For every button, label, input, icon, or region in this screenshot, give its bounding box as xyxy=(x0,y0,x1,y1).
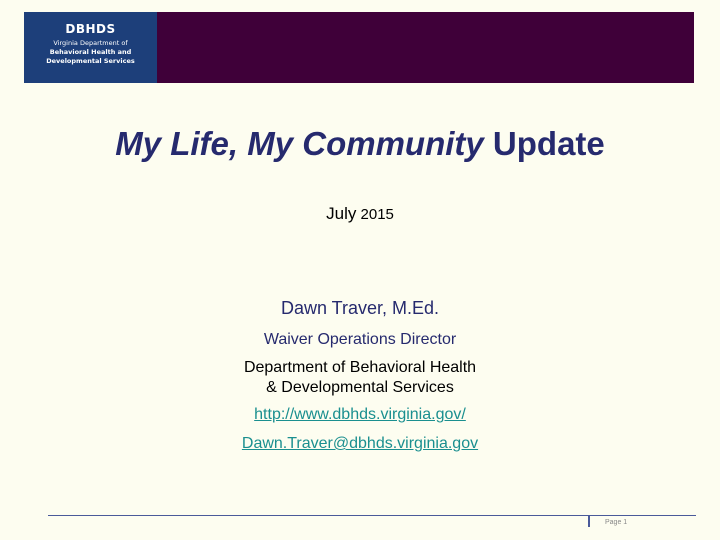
logo-title: DBHDS xyxy=(65,22,116,36)
date-year: 2015 xyxy=(356,206,394,223)
footer-tick xyxy=(588,516,590,527)
department-name xyxy=(0,358,720,398)
footer-divider xyxy=(48,515,696,516)
date-month: July xyxy=(326,204,357,223)
dbhds-logo xyxy=(24,12,157,83)
slide-date xyxy=(0,204,720,224)
logo-line-2: Behavioral Health and xyxy=(49,48,132,56)
slide-title-plain: Update xyxy=(483,125,605,162)
page-number: Page 1 xyxy=(605,519,628,526)
email-link[interactable]: Dawn.Traver@dbhds.virginia.gov xyxy=(241,435,479,452)
department-line-2: & Developmental Services xyxy=(266,379,454,396)
slide-title xyxy=(0,125,720,163)
logo-line-1: Virginia Department of xyxy=(53,39,128,47)
slide-title-italic: My Life, My Community xyxy=(115,125,484,162)
department-line-1: Department of Behavioral Health xyxy=(243,359,477,376)
presenter-role: Waiver Operations Director xyxy=(263,331,457,348)
presenter-name: Dawn Traver, M.Ed. xyxy=(280,298,440,318)
website-link[interactable]: http://www.dbhds.virginia.gov/ xyxy=(254,406,466,423)
logo-line-3: Developmental Services xyxy=(46,57,135,65)
